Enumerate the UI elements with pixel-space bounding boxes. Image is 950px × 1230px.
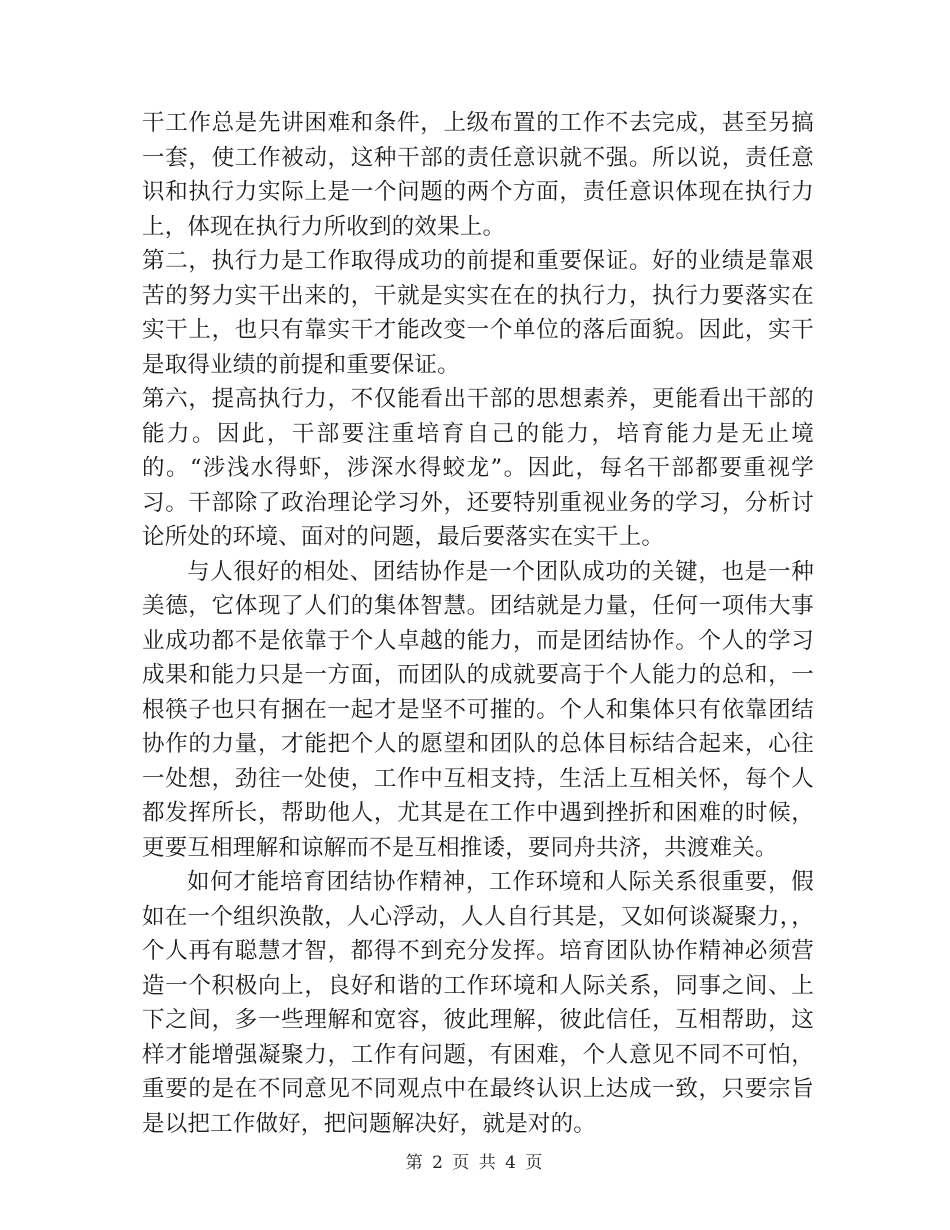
paragraph-responsibility-continued: 干工作总是先讲困难和条件，上级布置的工作不去完成，甚至另搞一套，使工作被动，这种干部的责任意识就不强。所以说，责任意识和执行力实际上是一个问题的两个方面，责任意识体现在执行力上，体现在执行力所收到的效果上。 [142,110,814,240]
document-body [142,106,814,1141]
paragraph-point-two: 第二，执行力是工作取得成功的前提和重要保证。好的业绩是靠艰苦的努力实干出来的，干就是实实在在的执行力，执行力要落实在实干上，也只有靠实干才能改变一个单位的落后面貌。因此，实干是取得业绩的前提和重要保证。 [142,248,814,378]
paragraph-point-six: 第六，提高执行力，不仅能看出干部的思想素养，更能看出干部的能力。因此，干部要注重培育自己的能力，培育能力是无止境的。“涉浅水得虾，涉深水得蛟龙”。因此，每名干部都要重视学习。干部除了政治理论学习外，还要特别重视业务的学习，分析讨论所处的环境、面对的问题，最后要落实在实干上。 [142,386,814,550]
page-number-footer: 第 2 页 共 4 页 [405,1153,545,1173]
paragraph-teamwork: 与人很好的相处、团结协作是一个团队成功的关键，也是一种美德，它体现了人们的集体智慧。团结就是力量，任何一项伟大事业成功都不是依靠于个人卓越的能力，而是团结协作。个人的学习成果和能力只是一方面，而团队的成就要高于个人能力的总和，一根筷子也只有捆在一起才是坚不可摧的。个人和集体只有依靠团结协作的力量，才能把个人的愿望和团队的总体目标结合起来，心往一处想，劲往一处使，工作中互相支持，生活上互相关怀，每个人都发挥所长，帮助他人，尤其是在工作中遇到挫折和困难的时候，更要互相理解和谅解而不是互相推诿，要同舟共济，共渡难关。 [142,558,814,861]
paragraph-team-spirit: 如何才能培育团结协作精神，工作环境和人际关系很重要，假如在一个组织涣散，人心浮动，人人自行其是，又如何谈凝聚力，，个人再有聪慧才智，都得不到充分发挥。培育团队协作精神必须营造一个积极向上，良好和谐的工作环境和人际关系，同事之间、上下之间，多一些理解和宽容，彼此理解，彼此信任，互相帮助，这样才能增强凝聚力，工作有问题，有困难，个人意见不同不可怕，重要的是在不同意见不同观点中在最终认识上达成一致，只要宗旨是以把工作做好，把问题解决好，就是对的。 [142,869,814,1137]
